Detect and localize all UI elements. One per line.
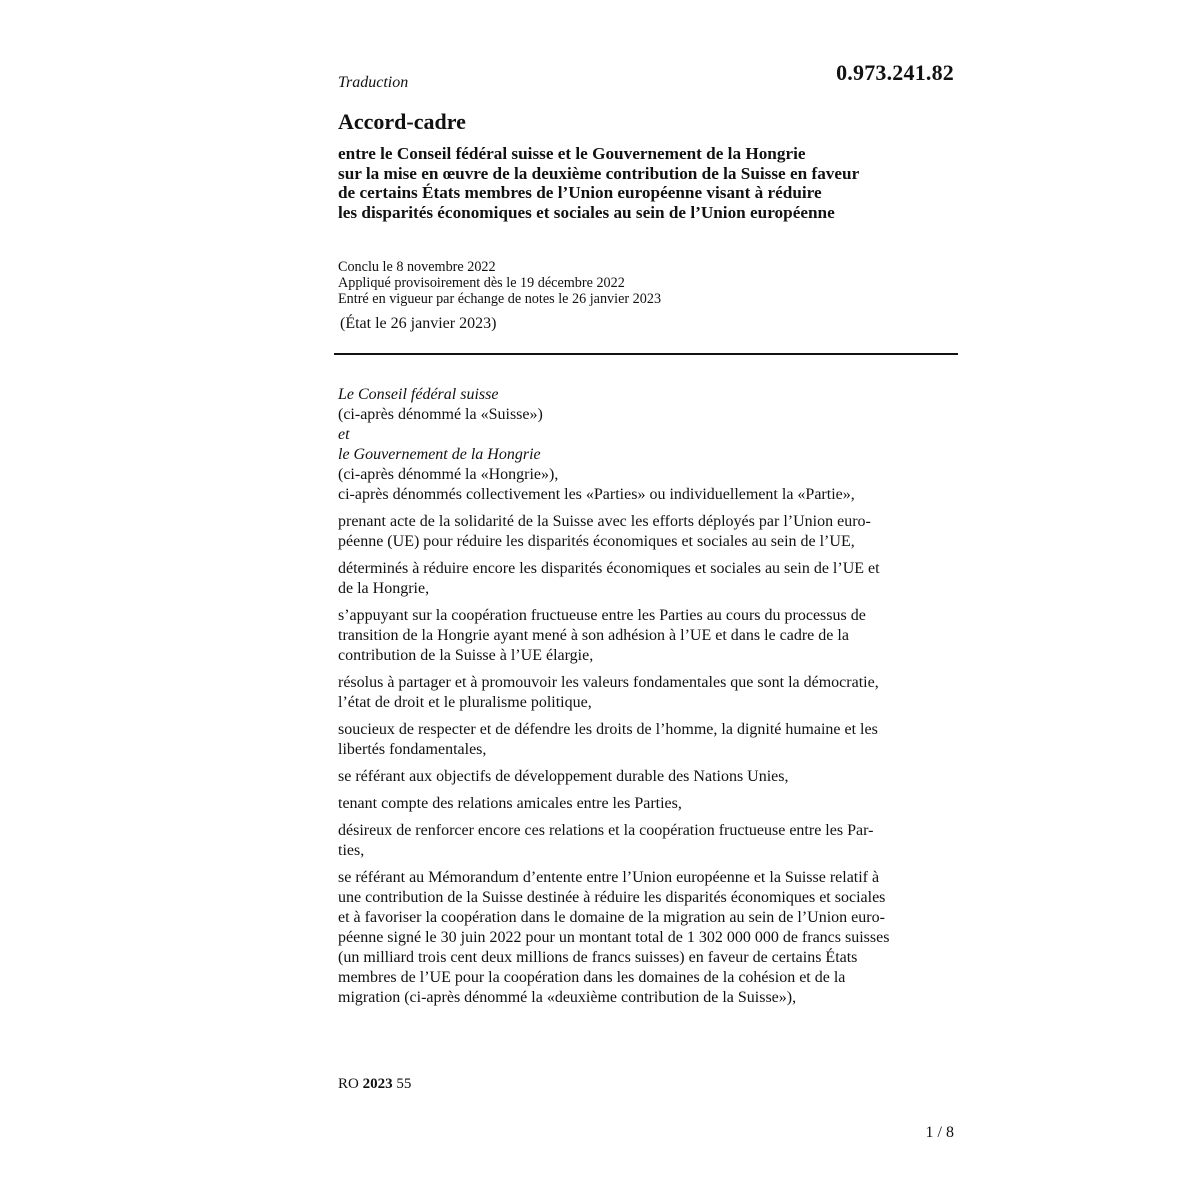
party-hongrie: le Gouvernement de la Hongrie <box>338 446 541 463</box>
page-number: 1 / 8 <box>925 1124 954 1141</box>
paragraph-line: prenant acte de la solidarité de la Suisse avec les efforts déployés par l’Union euro- <box>338 513 871 530</box>
paragraph-line: déterminés à réduire encore les disparités économiques et sociales au sein de l’UE et <box>338 560 880 577</box>
paragraph-line: et à favoriser la coopération dans le domaine de la migration au sein de l’Union euro- <box>338 909 885 926</box>
paragraph-line: l’état de droit et le pluralisme politique, <box>338 694 592 711</box>
document-number: 0.973.241.82 <box>836 60 954 85</box>
paragraph-line: se référant aux objectifs de développement durable des Nations Unies, <box>338 768 789 785</box>
traduction-label: Traduction <box>338 74 409 91</box>
ro-page: 55 <box>396 1076 412 1092</box>
paragraph-line: une contribution de la Suisse destinée à réduire les disparités économiques et sociales <box>338 889 886 906</box>
document-subtitle <box>338 144 978 222</box>
ro-year: 2023 <box>362 1076 393 1092</box>
paragraph-line: transition de la Hongrie ayant mené à son adhésion à l’UE et dans le cadre de la <box>338 627 849 644</box>
paragraph-line: (un milliard trois cent deux millions de francs suisses) en faveur de certains États <box>338 949 858 966</box>
preamble-paragraph <box>338 720 955 760</box>
paragraph-line: migration (ci-après dénommé la «deuxième contribution de la Suisse»), <box>338 989 797 1006</box>
conclusion-date: Conclu le 8 novembre 2022 <box>338 259 496 275</box>
paragraph-line: soucieux de respecter et de défendre les droits de l’homme, la dignité humaine et les <box>338 721 878 738</box>
paragraph-line: péenne signé le 30 juin 2022 pour un montant total de 1 302 000 000 de francs suisses <box>338 929 890 946</box>
paragraph-line: s’appuyant sur la coopération fructueuse entre les Parties au cours du processus de <box>338 607 866 624</box>
preamble-paragraph <box>338 868 955 1008</box>
party-hongrie-designation: (ci-après dénommé la «Hongrie»), <box>338 466 559 483</box>
preamble-paragraph <box>338 794 955 814</box>
parties-collective-designation: ci-après dénommés collectivement les «Parties» ou individuellement la «Partie», <box>338 486 855 503</box>
ro-reference <box>338 1076 411 1093</box>
preamble-paragraph <box>338 559 955 599</box>
status-date: (État le 26 janvier 2023) <box>340 315 497 332</box>
paragraph-line: libertés fondamentales, <box>338 741 487 758</box>
party-suisse-designation: (ci-après dénommé la «Suisse») <box>338 406 543 423</box>
conjunction-et: et <box>338 426 350 443</box>
subtitle-line: les disparités économiques et sociales au sein de l’Union européenne <box>338 202 835 222</box>
document-metadata <box>338 259 661 307</box>
preamble-paragraph <box>338 512 955 552</box>
preamble <box>338 385 955 1008</box>
paragraph-line: péenne (UE) pour réduire les disparités économiques et sociales au sein de l’UE, <box>338 533 855 550</box>
subtitle-line: entre le Conseil fédéral suisse et le Gouvernement de la Hongrie <box>338 144 806 163</box>
subtitle-line: de certains États membres de l’Union européenne visant à réduire <box>338 183 822 202</box>
entry-into-force-date: Entré en vigueur par échange de notes le 26 janvier 2023 <box>338 291 662 307</box>
paragraph-line: se référant au Mémorandum d’entente entre l’Union européenne et la Suisse relatif à <box>338 869 880 886</box>
ro-prefix: RO <box>338 1076 359 1092</box>
preamble-paragraph <box>338 821 955 861</box>
paragraph-line: résolus à partager et à promouvoir les valeurs fondamentales que sont la démocratie, <box>338 674 879 691</box>
party-suisse: Le Conseil fédéral suisse <box>338 386 499 403</box>
paragraph-line: de la Hongrie, <box>338 580 430 597</box>
paragraph-line: tenant compte des relations amicales entre les Parties, <box>338 795 682 812</box>
preamble-paragraph <box>338 606 955 666</box>
paragraph-line: contribution de la Suisse à l’UE élargie, <box>338 647 594 664</box>
paragraph-line: désireux de renforcer encore ces relations et la coopération fructueuse entre les Par- <box>338 822 874 839</box>
preamble-paragraph <box>338 767 955 787</box>
subtitle-line: sur la mise en œuvre de la deuxième contribution de la Suisse en faveur <box>338 163 860 183</box>
paragraph-line: ties, <box>338 842 365 859</box>
paragraph-line: membres de l’UE pour la coopération dans les domaines de la cohésion et de la <box>338 969 846 986</box>
document-title: Accord-cadre <box>338 109 466 134</box>
preamble-paragraph <box>338 673 955 713</box>
header-divider <box>334 353 958 355</box>
provisional-application-date: Appliqué provisoirement dès le 19 décembre 2022 <box>338 275 625 291</box>
